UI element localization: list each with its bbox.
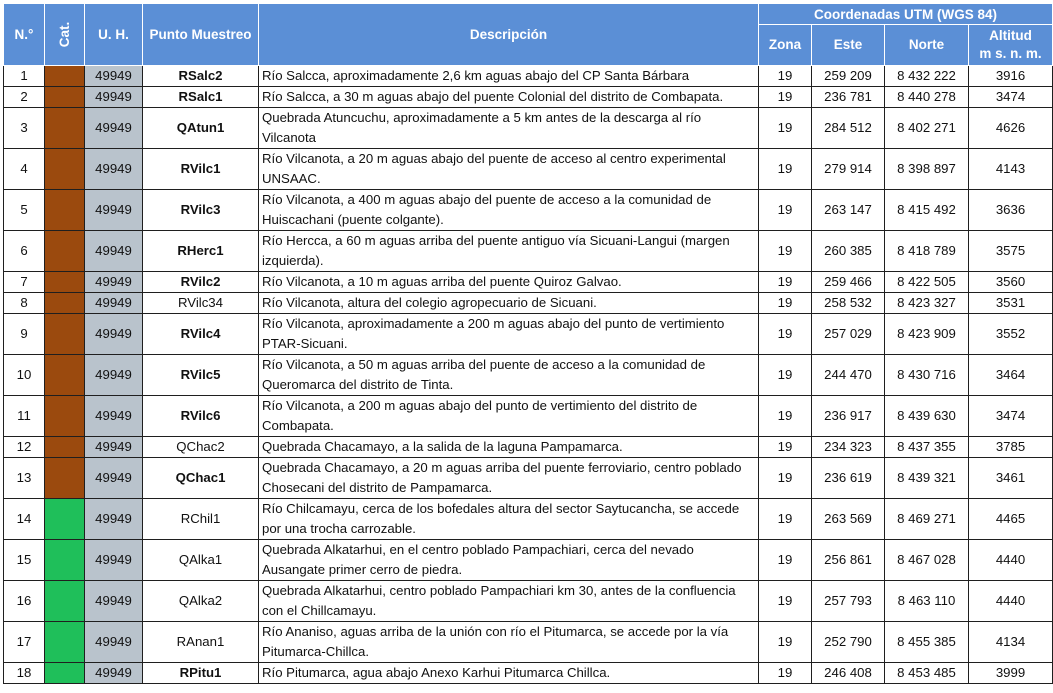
table-row: [4, 149, 1053, 190]
table-row: [4, 314, 1053, 355]
utm-east: 246 408: [812, 663, 885, 684]
utm-north: 8 423 909: [885, 314, 969, 355]
utm-east: 258 532: [812, 293, 885, 314]
utm-zone: 19: [759, 396, 812, 437]
sampling-point-code: RPitu1: [143, 663, 259, 684]
hydrographic-unit: 49949: [85, 314, 143, 355]
altitude: 4134: [969, 622, 1053, 663]
utm-east: 234 323: [812, 437, 885, 458]
row-number: 10: [4, 355, 45, 396]
header-cat-label: Cat.: [57, 21, 72, 48]
header-altitud: [969, 25, 1053, 66]
row-number: 17: [4, 622, 45, 663]
row-number: 6: [4, 231, 45, 272]
category-cell: [45, 66, 85, 87]
sampling-point-code: RChil1: [143, 499, 259, 540]
table-row: [4, 622, 1053, 663]
description: Quebrada Atuncuchu, aproximadamente a 5 km antes de la descarga al río Vilcanota: [259, 108, 759, 149]
row-number: 11: [4, 396, 45, 437]
description: Río Vilcanota, a 10 m aguas arriba del puente Quiroz Galvao.: [259, 272, 759, 293]
utm-zone: 19: [759, 540, 812, 581]
sampling-point-code: RSalc1: [143, 87, 259, 108]
altitude: 3461: [969, 458, 1053, 499]
hydrographic-unit: 49949: [85, 108, 143, 149]
utm-zone: 19: [759, 149, 812, 190]
category-cell: [45, 396, 85, 437]
altitude: 3474: [969, 87, 1053, 108]
utm-east: 257 793: [812, 581, 885, 622]
utm-north: 8 455 385: [885, 622, 969, 663]
utm-zone: 19: [759, 458, 812, 499]
sampling-point-code: QAtun1: [143, 108, 259, 149]
category-cell: [45, 293, 85, 314]
header-descripcion: Descripción: [259, 4, 759, 66]
row-number: 8: [4, 293, 45, 314]
sampling-point-code: RVilc6: [143, 396, 259, 437]
sampling-point-code: RAnan1: [143, 622, 259, 663]
sampling-point-code: RVilc34: [143, 293, 259, 314]
utm-north: 8 415 492: [885, 190, 969, 231]
utm-east: 260 385: [812, 231, 885, 272]
sampling-point-code: RSalc2: [143, 66, 259, 87]
table-row: [4, 293, 1053, 314]
hydrographic-unit: 49949: [85, 231, 143, 272]
utm-east: 257 029: [812, 314, 885, 355]
description: Río Ananiso, aguas arriba de la unión con río el Pitumarca, se accede por la vía Pitumarca-Chillca.: [259, 622, 759, 663]
utm-east: 259 466: [812, 272, 885, 293]
category-cell: [45, 622, 85, 663]
sampling-point-code: RVilc5: [143, 355, 259, 396]
sampling-points-table: [3, 3, 1053, 684]
hydrographic-unit: 49949: [85, 581, 143, 622]
description: Río Pitumarca, agua abajo Anexo Karhui Pitumarca Chillca.: [259, 663, 759, 684]
utm-east: 244 470: [812, 355, 885, 396]
row-number: 15: [4, 540, 45, 581]
utm-zone: 19: [759, 499, 812, 540]
utm-east: 263 569: [812, 499, 885, 540]
utm-east: 252 790: [812, 622, 885, 663]
utm-zone: 19: [759, 581, 812, 622]
altitude: 3531: [969, 293, 1053, 314]
hydrographic-unit: 49949: [85, 293, 143, 314]
sampling-point-code: RVilc2: [143, 272, 259, 293]
utm-north: 8 440 278: [885, 87, 969, 108]
utm-north: 8 439 321: [885, 458, 969, 499]
sampling-point-code: QAlka2: [143, 581, 259, 622]
utm-north: 8 467 028: [885, 540, 969, 581]
table-row: [4, 87, 1053, 108]
row-number: 9: [4, 314, 45, 355]
header-cat: [45, 4, 85, 66]
header-uh: U. H.: [85, 4, 143, 66]
altitude: 4626: [969, 108, 1053, 149]
row-number: 14: [4, 499, 45, 540]
utm-zone: 19: [759, 190, 812, 231]
utm-north: 8 432 222: [885, 66, 969, 87]
row-number: 12: [4, 437, 45, 458]
description: Río Salcca, aproximadamente 2,6 km aguas abajo del CP Santa Bárbara: [259, 66, 759, 87]
utm-east: 263 147: [812, 190, 885, 231]
category-cell: [45, 149, 85, 190]
utm-zone: 19: [759, 293, 812, 314]
sampling-point-code: RVilc4: [143, 314, 259, 355]
table-row: [4, 437, 1053, 458]
altitude: 3636: [969, 190, 1053, 231]
hydrographic-unit: 49949: [85, 190, 143, 231]
description: Río Vilcanota, a 20 m aguas abajo del puente de acceso al centro experimental UNSAAC.: [259, 149, 759, 190]
utm-north: 8 437 355: [885, 437, 969, 458]
header-este: Este: [812, 25, 885, 66]
category-cell: [45, 663, 85, 684]
utm-east: 256 861: [812, 540, 885, 581]
utm-north: 8 423 327: [885, 293, 969, 314]
category-cell: [45, 272, 85, 293]
row-number: 2: [4, 87, 45, 108]
utm-zone: 19: [759, 108, 812, 149]
category-cell: [45, 87, 85, 108]
utm-zone: 19: [759, 231, 812, 272]
table-row: [4, 540, 1053, 581]
table-row: [4, 396, 1053, 437]
category-cell: [45, 437, 85, 458]
utm-north: 8 469 271: [885, 499, 969, 540]
category-cell: [45, 458, 85, 499]
utm-north: 8 418 789: [885, 231, 969, 272]
utm-north: 8 463 110: [885, 581, 969, 622]
description: Río Salcca, a 30 m aguas abajo del puente Colonial del distrito de Combapata.: [259, 87, 759, 108]
altitude: 3575: [969, 231, 1053, 272]
row-number: 3: [4, 108, 45, 149]
row-number: 7: [4, 272, 45, 293]
hydrographic-unit: 49949: [85, 87, 143, 108]
hydrographic-unit: 49949: [85, 355, 143, 396]
altitude: 4143: [969, 149, 1053, 190]
utm-east: 279 914: [812, 149, 885, 190]
sampling-point-code: RVilc3: [143, 190, 259, 231]
description: Río Chilcamayu, cerca de los bofedales altura del sector Saytucancha, se accede por una trocha carrozable.: [259, 499, 759, 540]
table-row: [4, 231, 1053, 272]
sampling-point-code: QChac2: [143, 437, 259, 458]
category-cell: [45, 499, 85, 540]
altitude: 4465: [969, 499, 1053, 540]
hydrographic-unit: 49949: [85, 437, 143, 458]
header-altitud-line2: m s. n. m.: [979, 46, 1042, 61]
altitude: 3999: [969, 663, 1053, 684]
utm-zone: 19: [759, 66, 812, 87]
hydrographic-unit: 49949: [85, 663, 143, 684]
altitude: 4440: [969, 540, 1053, 581]
description: Quebrada Chacamayo, a la salida de la laguna Pampamarca.: [259, 437, 759, 458]
hydrographic-unit: 49949: [85, 458, 143, 499]
sampling-point-code: QAlka1: [143, 540, 259, 581]
category-cell: [45, 231, 85, 272]
utm-zone: 19: [759, 355, 812, 396]
row-number: 13: [4, 458, 45, 499]
utm-east: 259 209: [812, 66, 885, 87]
row-number: 4: [4, 149, 45, 190]
row-number: 18: [4, 663, 45, 684]
utm-zone: 19: [759, 437, 812, 458]
sampling-point-code: QChac1: [143, 458, 259, 499]
description: Río Vilcanota, a 200 m aguas abajo del punto de vertimiento del distrito de Combapata.: [259, 396, 759, 437]
category-cell: [45, 355, 85, 396]
category-cell: [45, 190, 85, 231]
description: Río Vilcanota, altura del colegio agropecuario de Sicuani.: [259, 293, 759, 314]
table-row: [4, 190, 1053, 231]
utm-zone: 19: [759, 272, 812, 293]
hydrographic-unit: 49949: [85, 540, 143, 581]
altitude: 3552: [969, 314, 1053, 355]
description: Quebrada Chacamayo, a 20 m aguas arriba del puente ferroviario, centro poblado Chosecani del distrito de Pampamarca.: [259, 458, 759, 499]
description: Río Vilcanota, aproximadamente a 200 m aguas abajo del punto de vertimiento PTAR-Sicuani.: [259, 314, 759, 355]
altitude: 3560: [969, 272, 1053, 293]
sampling-point-code: RHerc1: [143, 231, 259, 272]
utm-north: 8 422 505: [885, 272, 969, 293]
description: Quebrada Alkatarhui, centro poblado Pampachiari km 30, antes de la confluencia con el Chillcamayu.: [259, 581, 759, 622]
row-number: 1: [4, 66, 45, 87]
category-cell: [45, 108, 85, 149]
utm-east: 284 512: [812, 108, 885, 149]
utm-zone: 19: [759, 622, 812, 663]
table-row: [4, 272, 1053, 293]
utm-north: 8 402 271: [885, 108, 969, 149]
table-row: [4, 581, 1053, 622]
utm-east: 236 619: [812, 458, 885, 499]
header-norte: Norte: [885, 25, 969, 66]
utm-north: 8 439 630: [885, 396, 969, 437]
header-punto-muestreo: Punto Muestreo: [143, 4, 259, 66]
utm-zone: 19: [759, 87, 812, 108]
table-row: [4, 355, 1053, 396]
utm-east: 236 917: [812, 396, 885, 437]
description: Río Vilcanota, a 400 m aguas abajo del puente de acceso a la comunidad de Huiscachani (puente colgante).: [259, 190, 759, 231]
table-body: [4, 66, 1053, 684]
sampling-point-code: RVilc1: [143, 149, 259, 190]
utm-zone: 19: [759, 663, 812, 684]
row-number: 16: [4, 581, 45, 622]
row-number: 5: [4, 190, 45, 231]
description: Río Vilcanota, a 50 m aguas arriba del puente de acceso a la comunidad de Queromarca del distrito de Tinta.: [259, 355, 759, 396]
altitude: 3474: [969, 396, 1053, 437]
category-cell: [45, 314, 85, 355]
altitude: 3916: [969, 66, 1053, 87]
description: Río Hercca, a 60 m aguas arriba del puente antiguo vía Sicuani-Langui (margen izquierda).: [259, 231, 759, 272]
table-row: [4, 663, 1053, 684]
hydrographic-unit: 49949: [85, 149, 143, 190]
utm-north: 8 453 485: [885, 663, 969, 684]
hydrographic-unit: 49949: [85, 272, 143, 293]
altitude: 4440: [969, 581, 1053, 622]
hydrographic-unit: 49949: [85, 622, 143, 663]
utm-north: 8 398 897: [885, 149, 969, 190]
table-row: [4, 108, 1053, 149]
description: Quebrada Alkatarhui, en el centro poblado Pampachiari, cerca del nevado Ausangate primer cerro de piedra.: [259, 540, 759, 581]
header-zona: Zona: [759, 25, 812, 66]
utm-north: 8 430 716: [885, 355, 969, 396]
header-altitud-line1: Altitud: [989, 28, 1032, 43]
category-cell: [45, 581, 85, 622]
altitude: 3785: [969, 437, 1053, 458]
table-row: [4, 499, 1053, 540]
header-no: N.°: [4, 4, 45, 66]
utm-east: 236 781: [812, 87, 885, 108]
header-coordinates-group: Coordenadas UTM (WGS 84): [759, 4, 1053, 25]
table-row: [4, 458, 1053, 499]
hydrographic-unit: 49949: [85, 396, 143, 437]
hydrographic-unit: 49949: [85, 66, 143, 87]
hydrographic-unit: 49949: [85, 499, 143, 540]
table-row: [4, 66, 1053, 87]
altitude: 3464: [969, 355, 1053, 396]
utm-zone: 19: [759, 314, 812, 355]
category-cell: [45, 540, 85, 581]
